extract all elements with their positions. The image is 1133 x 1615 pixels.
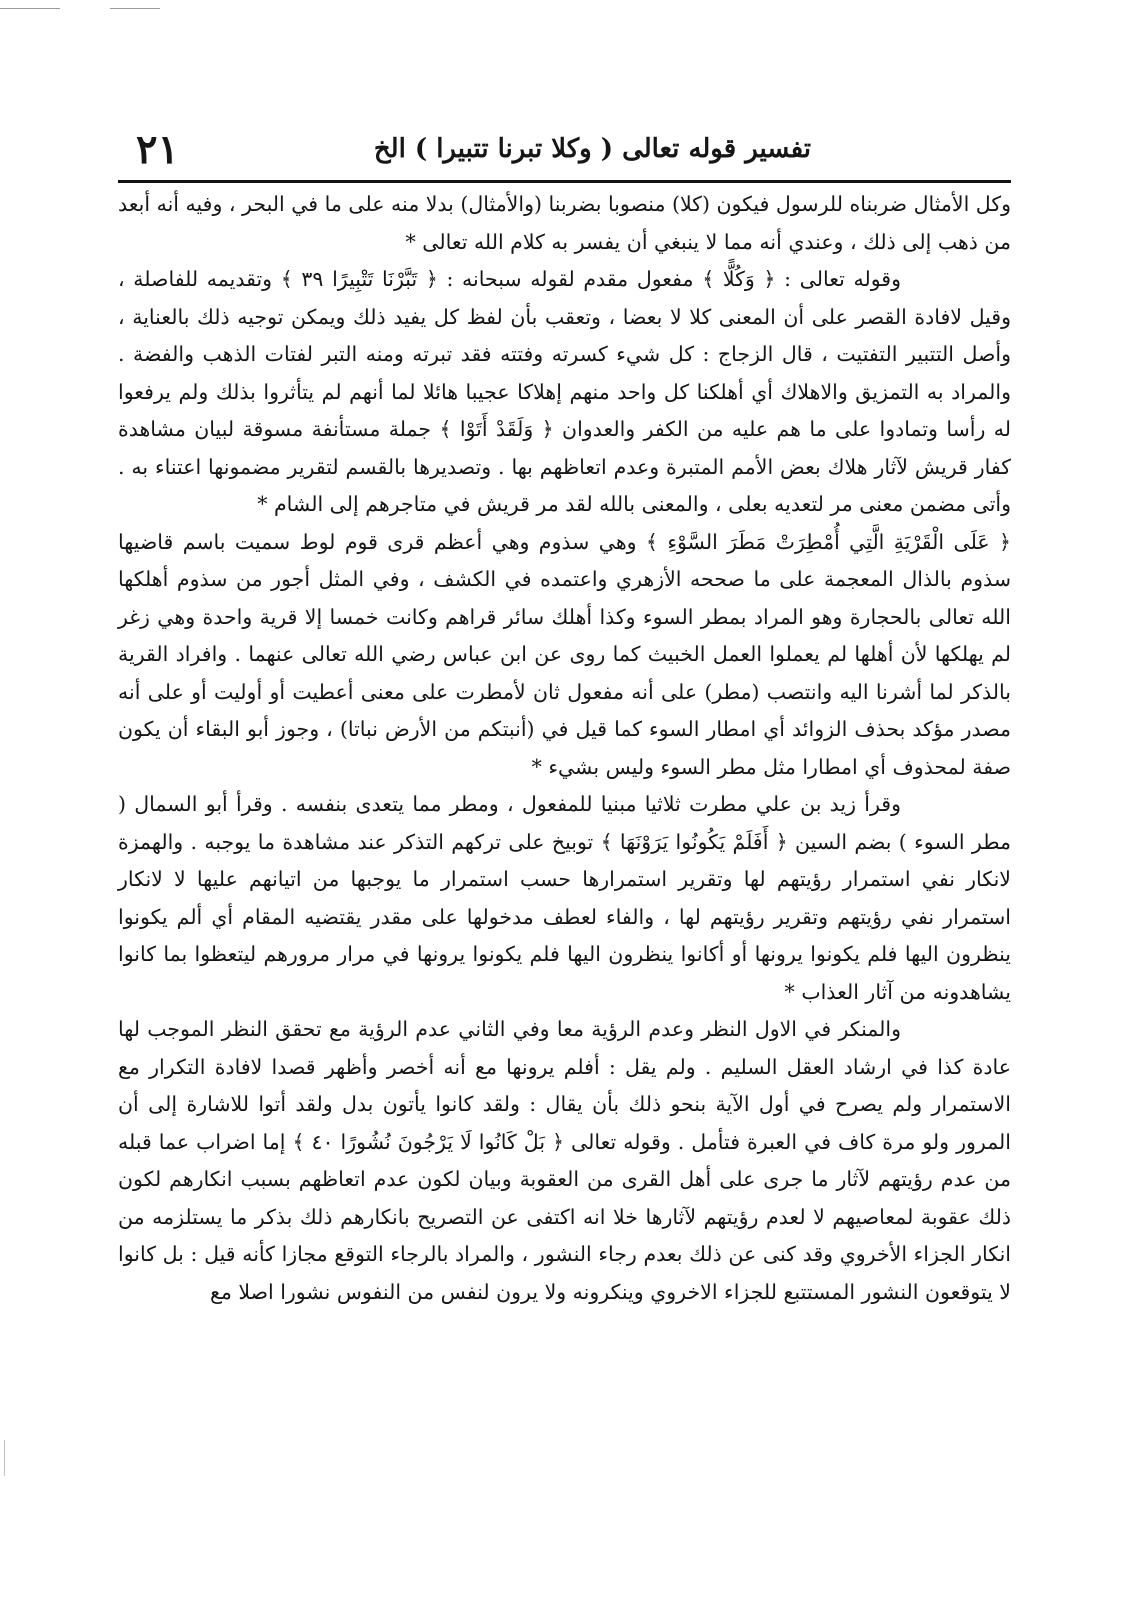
- page-body: [118, 180, 1011, 1311]
- paragraph-3: ﴿ عَلَى الْقَرْيَةِ الَّتِي أُمْطِرَتْ مَطَرَ السَّوْءِ ﴾ وهي سذوم وهي أعظم قرى قوم لوط سميت باسم قاضيها سذوم بالذال المعجمة على ما صححه الأزهري واعتمده في الكشف ، وفي المثل أجور من سذوم أهلكها الله تعالى بالحجارة وهو المراد بمطر السوء وكذا أهلك سائر قراهم وكانت خمسا إلا قرية واحدة وهي زغر لم يهلكها لأن أهلها لم يعملوا العمل الخبيث كما روى عن ابن عباس رضي الله تعالى عنهما . وافراد القرية بالذكر لما أشرنا اليه وانتصب (مطر) على أنه مفعول ثان لأمطرت على معنى أعطيت أو أوليت أو على أنه مصدر مؤكد بحذف الزوائد أي امطار السوء كما قيل في (أنبتكم من الأرض نباتا) ، وجوز أبو البقاء أن يكون صفة لمحذوف أي امطارا مثل مطر السوء وليس بشيء *: [118, 529, 1011, 779]
- page-header: [118, 120, 1011, 180]
- book-page: [118, 120, 1011, 1311]
- scan-edge-mark: [4, 1440, 5, 1476]
- paragraph-5: والمنكر في الاول النظر وعدم الرؤية معا وفي الثاني عدم الرؤية مع تحقق النظر الموجب لها عادة كذا في ارشاد العقل السليم . ولم يقل : أفلم يرونها مع أنه أخصر وأظهر قصدا لافادة التكرار مع الاستمرار ولم يصرح في أول الآية بنحو ذلك بأن يقال : ولقد كانوا يأتون بدل ولقد أتوا للاشارة إلى أن المرور ولو مرة كاف في العبرة فتأمل . وقوله تعالى ﴿ بَلْ كَانُوا لَا يَرْجُونَ نُشُورًا ٤٠ ﴾ إما اضراب عما قبله من عدم رؤيتهم لآثار ما جرى على أهل القرى من العقوبة وبيان لكون عدم اتعاظهم بسبب انكارهم لكون ذلك عقوبة لمعاصيهم لا لعدم رؤيتهم لآثارها خلا انه اكتفى عن التصريح بانكارهم ذلك بذكر ما يستلزمه من انكار الجزاء الأخروي وقد كنى عن ذلك بعدم رجاء النشور ، والمراد بالرجاء التوقع مجازا كأنه قيل : بل كانوا لا يتوقعون النشور المستتبع للجزاء الاخروي وينكرونه ولا يرون لنفس من النفوس نشورا اصلا مع: [118, 1017, 1011, 1304]
- scan-edge-mark: [110, 8, 160, 9]
- header-rule: [118, 180, 1011, 183]
- running-title: تفسير قوله تعالى ( وكلا تبرنا تتبيرا ) الخ: [373, 134, 811, 164]
- page-number: ٢١: [136, 126, 179, 173]
- paragraph-1: وكل الأمثال ضربناه للرسول فيكون (كلا) منصوبا بضربنا (والأمثال) بدلا منه على ما في البحر ، وفيه أنه أبعد من ذهب إلى ذلك ، وعندي أنه مما لا ينبغي أن يفسر به كلام الله تعالى *: [118, 192, 1011, 254]
- paragraph-4: وقرأ زيد بن علي مطرت ثلاثيا مبنيا للمفعول ، ومطر مما يتعدى بنفسه . وقرأ أبو السمال ( مطر السوء ) بضم السين ﴿ أَفَلَمْ يَكُونُوا يَرَوْنَهَا ﴾ توبيخ على تركهم التذكر عند مشاهدة ما يوجبه . والهمزة لانكار نفي استمرار رؤيتهم لها وتقرير استمرارها حسب استمرار ما يوجبها من اتيانهم عليها لا لانكار استمرار نفي رؤيتهم وتقرير رؤيتهم لها ، والفاء لعطف مدخولها على مقدر يقتضيه المقام أي ألم يكونوا ينظرون اليها فلم يكونوا يرونها أو أكانوا ينظرون اليها فلم يكونوا يرونها في مرار مرورهم ليتعظوا بما كانوا يشاهدونه من آثار العذاب *: [118, 792, 1011, 1004]
- scan-edge-mark: [0, 8, 60, 9]
- paragraph-2: وقوله تعالى : ﴿ وَكُلًّا ﴾ مفعول مقدم لقوله سبحانه : ﴿ تَبَّرْنَا تَتْبِيرًا ٣٩ ﴾ وتقديمه للفاصلة ، وقيل لافادة القصر على أن المعنى كلا لا بعضا ، وتعقب بأن لفظ كل يفيد ذلك ويمكن توجيه ذلك بالعناية ، وأصل التتبير التفتيت ، قال الزجاج : كل شيء كسرته وفتته فقد تبرته ومنه التبر لفتات الذهب والفضة . والمراد به التمزيق والاهلاك أي أهلكنا كل واحد منهم إهلاكا عجيبا هائلا لما أنهم لم يتأثروا بذلك ولم يرفعوا له رأسا وتمادوا على ما هم عليه من الكفر والعدوان ﴿ وَلَقَدْ أَتَوْا ﴾ جملة مستأنفة مسوقة لبيان مشاهدة كفار قريش لآثار هلاك بعض الأمم المتبرة وعدم اتعاظهم بها . وتصديرها بالقسم لتقرير مضمونها اعتناء به . وأتى مضمن معنى مر لتعديه بعلى ، والمعنى بالله لقد مر قريش في متاجرهم إلى الشام *: [118, 267, 1011, 516]
